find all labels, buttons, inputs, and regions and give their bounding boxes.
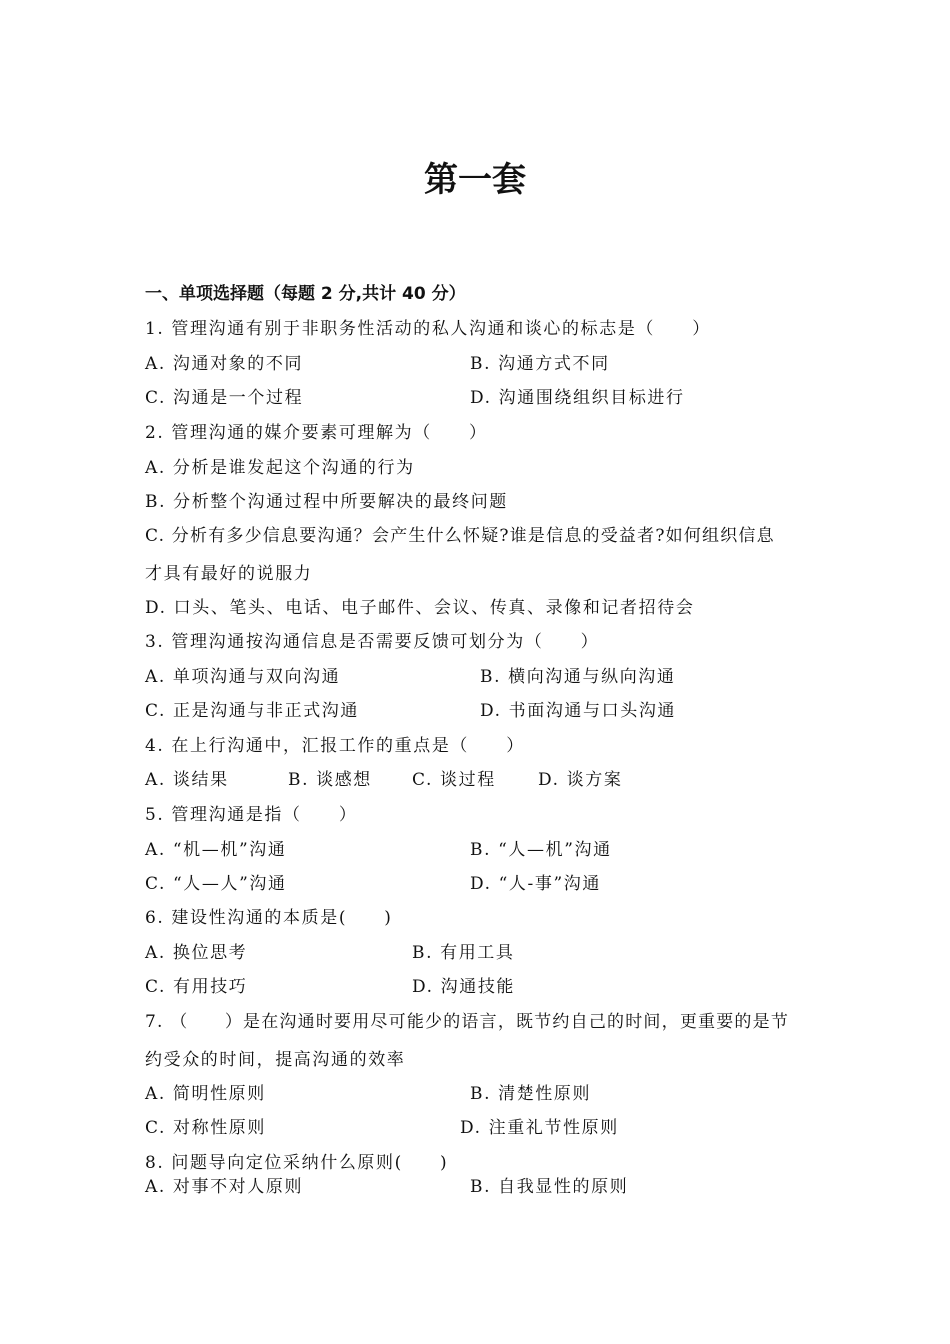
question-3-option-b: B. 横向沟通与纵向沟通 — [480, 667, 676, 687]
question-2-option-d: D. 口头、笔头、电话、电子邮件、会议、传真、录像和记者招待会 — [145, 598, 695, 618]
question-5-stem: 5. 管理沟通是指（ ） — [145, 805, 358, 825]
question-5-option-b: B. “人—机”沟通 — [470, 840, 612, 860]
page-title: 第一套 — [424, 160, 526, 200]
question-2-option-c: C. 分析有多少信息要沟通？会产生什么怀疑?谁是信息的受益者?如何组织信息 — [145, 526, 775, 546]
question-5-option-d: D. “人-事”沟通 — [470, 874, 601, 894]
question-2-option-c-continued: 才具有最好的说服力 — [145, 564, 313, 584]
question-6-stem: 6. 建设性沟通的本质是( ) — [145, 908, 393, 928]
question-6-option-d: D. 沟通技能 — [412, 977, 516, 997]
question-2-option-b: B. 分析整个沟通过程中所要解决的最终问题 — [145, 492, 508, 512]
question-7-option-d: D. 注重礼节性原则 — [460, 1118, 619, 1138]
question-4-option-d: D. 谈方案 — [538, 770, 623, 790]
question-7-option-c: C. 对称性原则 — [145, 1118, 267, 1138]
question-3-stem: 3. 管理沟通按沟通信息是否需要反馈可划分为（ ） — [145, 632, 600, 652]
question-3-option-c: C. 正是沟通与非正式沟通 — [145, 701, 360, 721]
question-7-option-a: A. 简明性原则 — [145, 1084, 266, 1104]
question-7-stem: 7. （ ）是在沟通时要用尽可能少的语言，既节约自己的时间，更重要的是节 — [145, 1012, 790, 1032]
question-5-option-c: C. “人—人”沟通 — [145, 874, 287, 894]
question-3-option-a: A. 单项沟通与双向沟通 — [145, 667, 341, 687]
question-8-option-a: A. 对事不对人原则 — [145, 1177, 304, 1197]
question-1-option-a: A. 沟通对象的不同 — [145, 354, 304, 374]
question-8-stem: 8. 问题导向定位采纳什么原则( ) — [145, 1153, 449, 1173]
question-6-option-a: A. 换位思考 — [145, 943, 248, 963]
question-8-option-b: B. 自我显性的原则 — [470, 1177, 629, 1197]
question-4-option-c: C. 谈过程 — [412, 770, 496, 790]
question-1-option-c: C. 沟通是一个过程 — [145, 388, 304, 408]
question-7-option-b: B. 清楚性原则 — [470, 1084, 592, 1104]
question-6-option-c: C. 有用技巧 — [145, 977, 248, 997]
question-4-stem: 4. 在上行沟通中，汇报工作的重点是（ ） — [145, 736, 525, 756]
question-2-stem: 2. 管理沟通的媒介要素可理解为（ ） — [145, 423, 488, 443]
question-4-option-a: A. 谈结果 — [145, 770, 229, 790]
question-2-option-a: A. 分析是谁发起这个沟通的行为 — [145, 458, 415, 478]
question-3-option-d: D. 书面沟通与口头沟通 — [480, 701, 677, 721]
section-heading: 一、单项选择题（每题 2 分,共计 40 分） — [145, 284, 466, 304]
question-4-option-b: B. 谈感想 — [288, 770, 372, 790]
question-5-option-a: A. “机—机”沟通 — [145, 840, 287, 860]
question-7-stem-continued: 约受众的时间，提高沟通的效率 — [145, 1050, 406, 1070]
question-1-option-d: D. 沟通围绕组织目标进行 — [470, 388, 685, 408]
question-1-option-b: B. 沟通方式不同 — [470, 354, 610, 374]
question-6-option-b: B. 有用工具 — [412, 943, 515, 963]
question-1-stem: 1. 管理沟通有别于非职务性活动的私人沟通和谈心的标志是（ ） — [145, 319, 711, 339]
